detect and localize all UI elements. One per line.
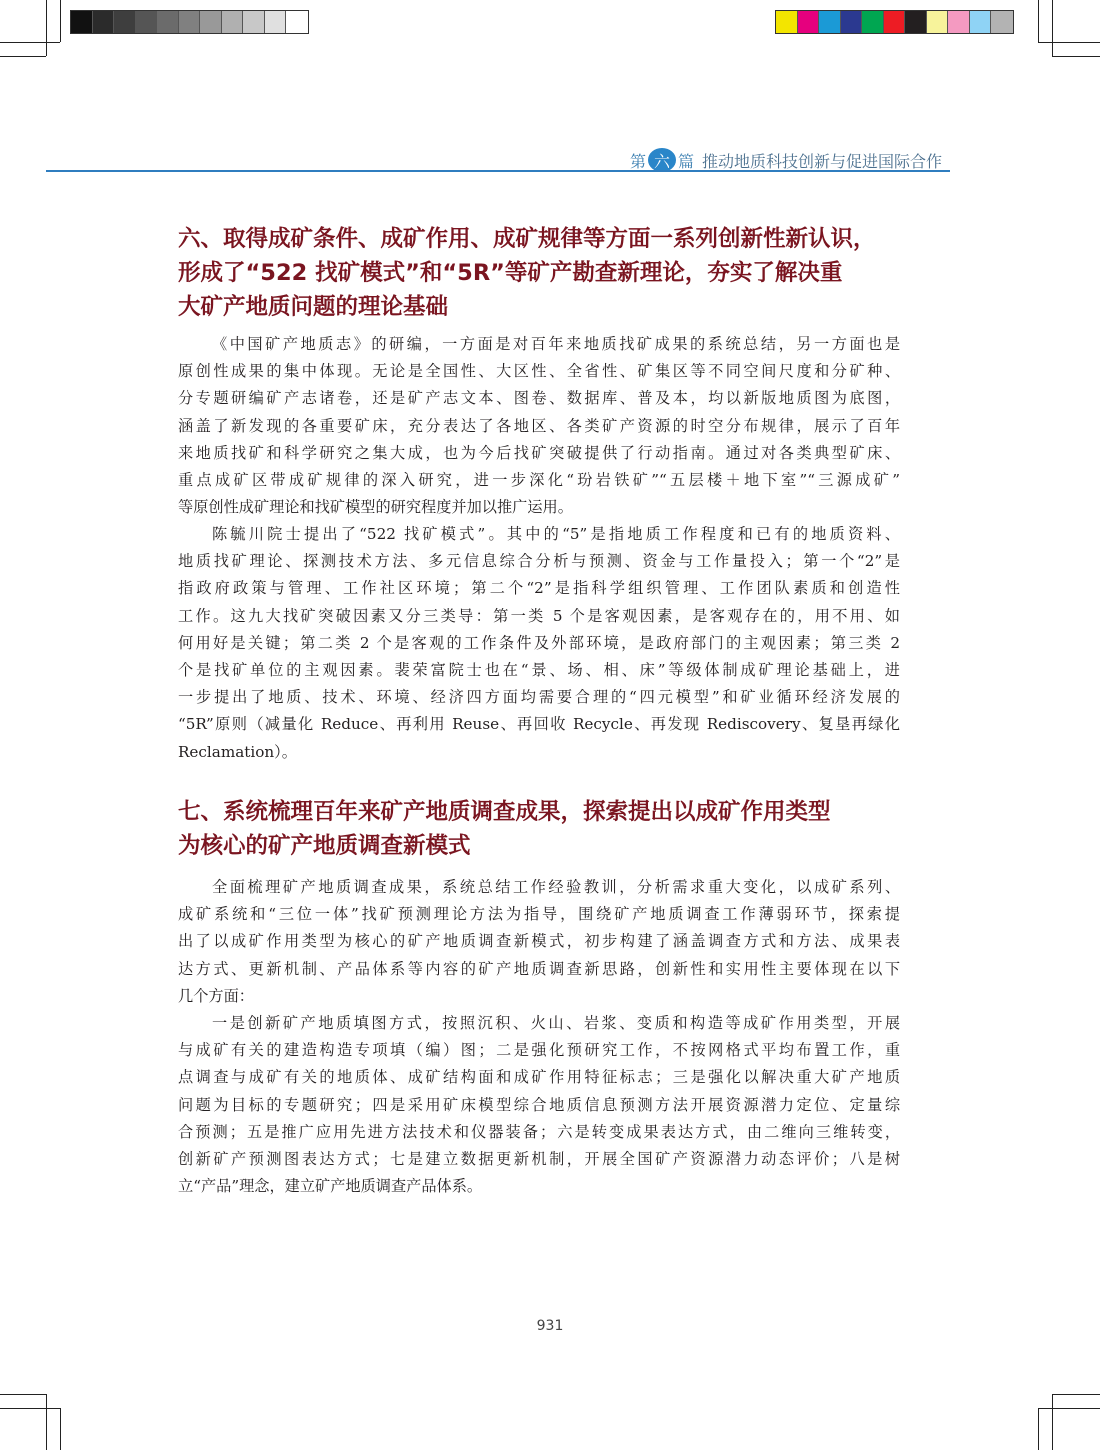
- text-line: 达方式、更新机制、产品体系等内容的矿产地质调查新思路，创新性和实用性主要体现在以下: [178, 959, 900, 978]
- text-line: 重点成矿区带成矿规律的深入研究，进一步深化“玢岩铁矿”“五层楼＋地下室”“三源成矿”: [178, 471, 900, 490]
- text-line: 《中国矿产地质志》的研编，一方面是对百年来地质找矿成果的系统总结，另一方面也是: [212, 335, 900, 353]
- color-swatch: [243, 11, 265, 33]
- crop-mark-top-right-v: [1052, 0, 1053, 56]
- heading-line: 形成了“522 找矿模式”和“5R”等矿产勘查新理论，夯实了解决重: [178, 260, 843, 286]
- crop-mark-top-right-v2: [1038, 0, 1039, 42]
- color-swatch: [862, 11, 884, 33]
- color-swatch: [970, 11, 992, 33]
- text-line: 一步提出了地质、技术、环境、经济四方面均需要合理的“四元模型”和矿业循环经济发展的: [178, 688, 900, 707]
- crop-mark-bottom-left-v2: [60, 1408, 61, 1450]
- section-7-paragraph-1: [178, 874, 900, 1010]
- color-swatch: [157, 11, 179, 33]
- color-swatch: [200, 11, 222, 33]
- text-line: 成矿系统和“三位一体”找矿预测理论方法为指导，围绕矿产地质调查工作薄弱环节，探索提: [178, 905, 900, 924]
- text-line: 立“产品”理念，建立矿产地质调查产品体系。: [178, 1177, 483, 1196]
- running-header-title: 推动地质科技创新与促进国际合作: [702, 151, 943, 171]
- color-swatch: [179, 11, 201, 33]
- color-swatch: [222, 11, 244, 33]
- section-6-heading: [178, 222, 900, 324]
- crop-mark-top-left-h: [0, 56, 46, 57]
- text-line: 来地质找矿和科学研究之集大成，也为今后找矿突破提供了行动指南。通过对各类典型矿床、: [178, 443, 900, 462]
- text-line: 几个方面：: [178, 986, 254, 1005]
- heading-line: 大矿产地质问题的理论基础: [178, 294, 449, 320]
- color-swatch: [927, 11, 949, 33]
- text-line: 出了以成矿作用类型为核心的矿产地质调查新模式，初步构建了涵盖调查方式和方法、成果表: [178, 932, 900, 951]
- heading-line: 七、系统梳理百年来矿产地质调查成果，探索提出以成矿作用类型: [178, 799, 831, 825]
- part-suffix: 篇: [678, 151, 695, 171]
- color-swatch: [819, 11, 841, 33]
- crop-mark-bottom-left-h: [0, 1394, 46, 1395]
- color-swatch: [776, 11, 798, 33]
- section-7-heading: [178, 795, 900, 863]
- text-line: 工作。这九大找矿突破因素又分三类导：第一类 5 个是客观因素，是客观存在的，用不用、如: [178, 606, 900, 625]
- crop-mark-top-left-v: [46, 0, 47, 56]
- text-line: 合预测；五是推广应用先进方法技术和仪器装备；六是转变成果表达方式，由二维向三维转变，: [178, 1122, 900, 1141]
- crop-mark-bottom-right-v2: [1038, 1408, 1039, 1450]
- color-swatch: [265, 11, 287, 33]
- text-line: 问题为目标的专题研究；四是采用矿床模型综合地质信息预测方法开展资源潜力定位、定量综: [178, 1095, 900, 1114]
- cmyk-color-bar: [775, 10, 1014, 34]
- section-6-paragraph-2: [178, 521, 900, 766]
- part-prefix: 第: [630, 151, 647, 171]
- header-rule: [46, 170, 950, 172]
- text-line: 个是找矿单位的主观因素。裴荣富院士也在“景、场、相、床”等级体制成矿理论基础上，进: [178, 661, 900, 680]
- text-line: 一是创新矿产地质填图方式，按照沉积、火山、岩浆、变质和构造等成矿作用类型，开展: [212, 1014, 900, 1032]
- text-line: “5R”原则（减量化 Reduce、再利用 Reuse、再回收 Recycle、再发现 Rediscovery、复垦再绿化: [178, 715, 900, 734]
- section-6-paragraph-1: [178, 331, 900, 521]
- crop-mark-bottom-right-h2: [1038, 1408, 1100, 1409]
- color-swatch: [884, 11, 906, 33]
- text-line: 与成矿有关的建造构造专项填（编）图；二是强化预研究工作，不按网格式平均布置工作，重: [178, 1041, 900, 1060]
- page-number: 931: [536, 1318, 564, 1334]
- grayscale-color-bar: [70, 10, 309, 34]
- crop-mark-bottom-left-v: [46, 1394, 47, 1450]
- heading-line: 为核心的矿产地质调查新模式: [178, 833, 471, 859]
- text-line: 分专题研编矿产志诸卷，还是矿产志文本、图卷、数据库、普及本，均以新版地质图为底图，: [178, 389, 900, 408]
- crop-mark-top-left-v2: [60, 0, 61, 42]
- crop-mark-bottom-right-v: [1052, 1394, 1053, 1450]
- text-line: 地质找矿理论、探测技术方法、多元信息综合分析与预测、资金与工作量投入；第一个“2”是: [178, 552, 900, 571]
- text-line: 指政府政策与管理、工作社区环境；第二个“2”是指科学组织管理、工作团队素质和创造性: [178, 579, 900, 598]
- color-swatch: [841, 11, 863, 33]
- part-number: 六: [648, 148, 676, 172]
- color-swatch: [991, 11, 1013, 33]
- text-line: Reclamation）。: [178, 742, 297, 761]
- text-line: 陈毓川院士提出了“522 找矿模式”。其中的“5”是指地质工作程度和已有的地质资料、: [212, 525, 900, 543]
- text-line: 点调查与成矿有关的地质体、成矿结构面和成矿作用特征标志；三是强化以解决重大矿产地质: [178, 1068, 900, 1087]
- color-swatch: [71, 11, 93, 33]
- text-line: 全面梳理矿产地质调查成果，系统总结工作经验教训，分析需求重大变化，以成矿系列、: [212, 878, 900, 896]
- crop-mark-top-right-h2: [1038, 42, 1100, 43]
- color-swatch: [798, 11, 820, 33]
- text-line: 原创性成果的集中体现。无论是全国性、大区性、全省性、矿集区等不同空间尺度和分矿种、: [178, 362, 900, 381]
- crop-mark-bottom-left-h2: [0, 1408, 60, 1409]
- color-swatch: [286, 11, 308, 33]
- color-swatch: [114, 11, 136, 33]
- color-swatch: [93, 11, 115, 33]
- color-swatch: [136, 11, 158, 33]
- color-swatch: [905, 11, 927, 33]
- text-line: 创新矿产预测图表达方式；七是建立数据更新机制，开展全国矿产资源潜力动态评价；八是树: [178, 1150, 900, 1169]
- text-line: 涵盖了新发现的各重要矿床，充分表达了各地区、各类矿产资源的时空分布规律，展示了百年: [178, 416, 900, 435]
- text-line: 等原创性成矿理论和找矿模型的研究程度并加以推广运用。: [178, 498, 573, 517]
- crop-mark-top-right-h: [1052, 56, 1100, 57]
- color-swatch: [948, 11, 970, 33]
- section-7-paragraph-2: [178, 1010, 900, 1200]
- crop-mark-bottom-right-h: [1052, 1394, 1100, 1395]
- heading-line: 六、取得成矿条件、成矿作用、成矿规律等方面一系列创新性新认识，: [178, 226, 876, 252]
- part-badge: [630, 148, 694, 172]
- crop-mark-top-left-h2: [0, 42, 60, 43]
- text-line: 何用好是关键；第二类 2 个是客观的工作条件及外部环境，是政府部门的主观因素；第三类 2: [178, 633, 900, 652]
